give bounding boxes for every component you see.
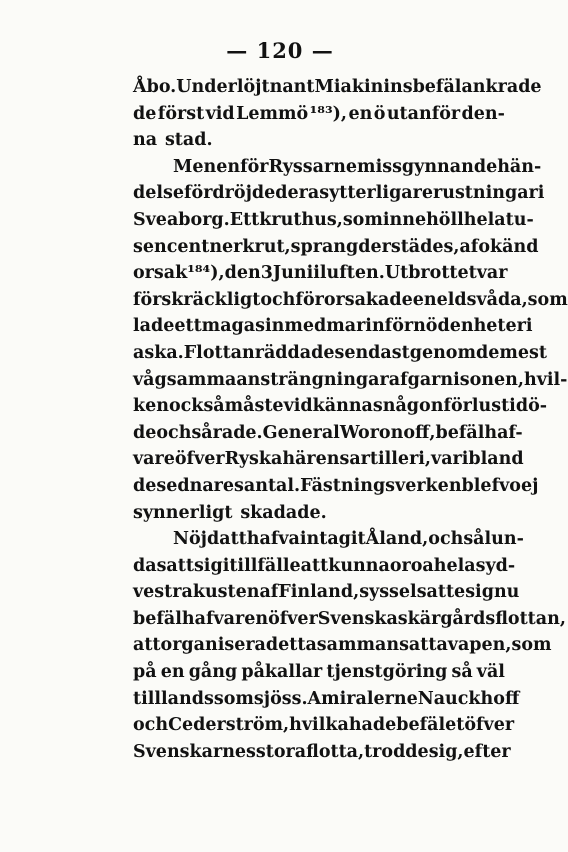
word: Lemmö <box>236 103 309 124</box>
word: stora <box>255 741 307 762</box>
word: General <box>262 422 340 443</box>
word: de <box>133 475 157 496</box>
word: magasin <box>201 316 285 337</box>
text-line <box>133 606 566 633</box>
word: da <box>133 555 157 576</box>
word: ö <box>373 103 386 124</box>
text-line <box>133 313 533 340</box>
word: att <box>219 529 247 550</box>
word: befälet <box>396 715 465 736</box>
word: ankrade <box>461 77 542 97</box>
word: ytterligare <box>329 183 433 204</box>
word: na <box>133 130 158 151</box>
word: trodde <box>364 741 429 762</box>
word: derstädes, <box>358 236 460 257</box>
word: förskräckligt <box>133 289 261 310</box>
word: med <box>284 316 327 337</box>
word: antal. <box>243 475 301 496</box>
word: oroa <box>389 555 434 576</box>
word: satt <box>156 555 194 576</box>
word: och <box>156 422 192 443</box>
word: någon <box>382 396 444 417</box>
word: sprang <box>290 236 359 257</box>
word: förlust <box>443 396 510 417</box>
text-line <box>133 101 505 128</box>
word: gång <box>188 662 238 683</box>
word: ¹⁸⁴), <box>187 263 225 284</box>
word: tjenstgöring <box>326 662 448 683</box>
word: organisera <box>160 635 266 656</box>
word: befäl <box>412 77 462 97</box>
word: i <box>525 316 533 337</box>
word: missgynnande <box>357 156 498 177</box>
word: tillfälle <box>229 555 301 576</box>
text-line <box>133 632 552 659</box>
word: vare <box>133 449 175 470</box>
word: de <box>133 422 157 443</box>
word: på <box>133 662 157 683</box>
word: marinförnödenheter <box>326 316 526 337</box>
word: de <box>476 342 500 363</box>
text-line <box>133 500 505 527</box>
word: Svenskarnes <box>133 741 256 762</box>
word: sysselsatte <box>359 582 466 603</box>
word: af <box>459 236 479 257</box>
text-line <box>133 154 542 181</box>
word: den <box>224 263 261 284</box>
word: ¹⁸³), <box>309 103 348 124</box>
word: sjöss. <box>253 688 308 709</box>
word: hvil- <box>523 369 568 390</box>
word: ansträngningar <box>236 369 389 390</box>
word: nu <box>493 582 520 603</box>
word: rustningar <box>433 183 538 204</box>
word: utanför <box>386 103 461 124</box>
word: garnisonen, <box>407 369 524 390</box>
word: i <box>313 263 320 284</box>
text-line <box>133 234 539 261</box>
word: till <box>133 688 162 709</box>
word: sårade. <box>191 422 263 443</box>
word: Men <box>173 156 217 177</box>
word: hela <box>463 209 506 230</box>
word: som <box>213 688 254 709</box>
word: ken <box>133 396 169 417</box>
word: kunna <box>328 555 390 576</box>
word: Amiralerne <box>307 688 418 709</box>
word: Åbo. <box>133 77 177 97</box>
word: att <box>133 635 161 656</box>
word: först <box>157 103 205 124</box>
word: och <box>260 289 296 310</box>
word: som <box>511 635 552 656</box>
word: var <box>431 449 462 470</box>
word: som <box>527 289 568 310</box>
word: vid <box>205 103 235 124</box>
word: efter <box>463 741 511 762</box>
word: Nöjd <box>173 529 220 550</box>
word: räddades <box>254 342 345 363</box>
word: skärgårdsflottan, <box>397 608 566 629</box>
word: och <box>133 715 169 736</box>
word: Finland, <box>278 582 360 603</box>
text-line <box>133 686 520 713</box>
word: Ryssarne <box>268 156 358 177</box>
word: lade <box>133 316 175 337</box>
word: vidkännas <box>283 396 383 417</box>
word: tu- <box>505 209 534 230</box>
word: ett <box>174 316 202 337</box>
word: öfver <box>464 715 515 736</box>
word: hade <box>348 715 397 736</box>
word: och <box>428 529 464 550</box>
word: Svenska <box>317 608 398 629</box>
text-line <box>133 367 568 394</box>
word: sammansatta <box>316 635 448 656</box>
word: deras <box>275 183 330 204</box>
word: Under <box>176 77 237 97</box>
word: Cederström, <box>168 715 290 736</box>
word: stad. <box>164 130 213 151</box>
text-line <box>133 340 547 367</box>
word: eldsvåda, <box>436 289 528 310</box>
word: öfver <box>174 449 225 470</box>
word: i <box>222 555 230 576</box>
word: hela <box>433 555 476 576</box>
word: så <box>451 662 473 683</box>
word: hän- <box>497 156 542 177</box>
word: vapen, <box>447 635 512 656</box>
word: öfver <box>268 608 318 629</box>
word: sednares <box>156 475 244 496</box>
word: syd- <box>475 555 516 576</box>
text-line <box>133 287 568 314</box>
word: artilleri, <box>349 449 432 470</box>
text-line <box>133 526 524 553</box>
body-text <box>133 74 568 765</box>
word: genom <box>409 342 476 363</box>
word: 3 <box>260 263 273 284</box>
word: Flottan <box>183 342 255 363</box>
word: en <box>348 103 373 124</box>
word: aska. <box>133 342 184 363</box>
word: löjtnant <box>236 77 315 97</box>
word: den- <box>461 103 505 124</box>
word: dö- <box>515 396 547 417</box>
word: för <box>240 156 269 177</box>
text-line <box>133 127 505 154</box>
word: vestra <box>133 582 193 603</box>
word: Juni <box>272 263 314 284</box>
word: fördröjde <box>184 183 276 204</box>
word: förorsakade <box>295 289 413 310</box>
text-line <box>133 207 534 234</box>
text-line <box>133 473 539 500</box>
word: endast <box>344 342 410 363</box>
text-line <box>133 446 524 473</box>
word: Utbrottet <box>384 263 477 284</box>
word: var <box>476 263 508 284</box>
text-line <box>133 579 520 606</box>
word: i <box>537 183 545 204</box>
text-line <box>133 393 547 420</box>
word: detta <box>265 635 317 656</box>
word: mest <box>499 342 547 363</box>
word: att <box>300 555 329 576</box>
word: vågsamma <box>133 369 237 390</box>
word: påkallar <box>241 662 323 683</box>
word: ej <box>520 475 539 496</box>
text-line <box>133 739 511 766</box>
word: delse <box>133 183 185 204</box>
text-line <box>133 712 515 739</box>
word: Ryska <box>224 449 283 470</box>
word: i <box>509 396 516 417</box>
word: af <box>259 582 279 603</box>
text-line <box>133 553 516 580</box>
word: lands <box>161 688 214 709</box>
word: Woronoff, <box>339 422 436 443</box>
text-line <box>133 74 542 101</box>
word: Nauckhoff <box>417 688 520 709</box>
word: Fästningsverken <box>300 475 462 496</box>
word: måste <box>224 396 284 417</box>
word: ibland <box>461 449 524 470</box>
word: väl <box>476 662 505 683</box>
word: luften. <box>319 263 385 284</box>
word: af <box>388 369 408 390</box>
word: sig <box>465 582 494 603</box>
text-line <box>133 260 508 287</box>
word: en <box>160 662 185 683</box>
word: kusten <box>192 582 260 603</box>
word: som <box>342 209 383 230</box>
text-line <box>133 180 545 207</box>
word: centner <box>166 236 243 257</box>
word: Sveaborg. <box>133 209 230 230</box>
text-line <box>133 659 505 686</box>
word: befälhaf- <box>435 422 523 443</box>
word: sålun- <box>463 529 524 550</box>
page-number: — 120 — <box>226 38 334 63</box>
word: en <box>412 289 437 310</box>
word: orsak <box>133 263 188 284</box>
word: Ett <box>229 209 260 230</box>
word: hvilka <box>289 715 349 736</box>
word: härens <box>282 449 350 470</box>
word: krut, <box>242 236 291 257</box>
word: blefvo <box>461 475 521 496</box>
word: också <box>168 396 225 417</box>
word: synnerligt <box>133 502 233 523</box>
word: de <box>133 103 157 124</box>
word: en <box>216 156 241 177</box>
word: sig <box>193 555 223 576</box>
text-line <box>133 420 523 447</box>
word: sig, <box>428 741 464 762</box>
word: okänd <box>478 236 539 257</box>
word: skadade. <box>240 502 327 523</box>
word: innehöll <box>382 209 464 230</box>
word: hafva <box>246 529 300 550</box>
word: befälhafvaren <box>133 608 269 629</box>
word: kruthus, <box>259 209 343 230</box>
word: intagit <box>299 529 366 550</box>
word: sen <box>133 236 167 257</box>
word: Åland, <box>365 529 429 550</box>
word: flotta, <box>306 741 365 762</box>
word: Miakinins <box>314 77 413 97</box>
